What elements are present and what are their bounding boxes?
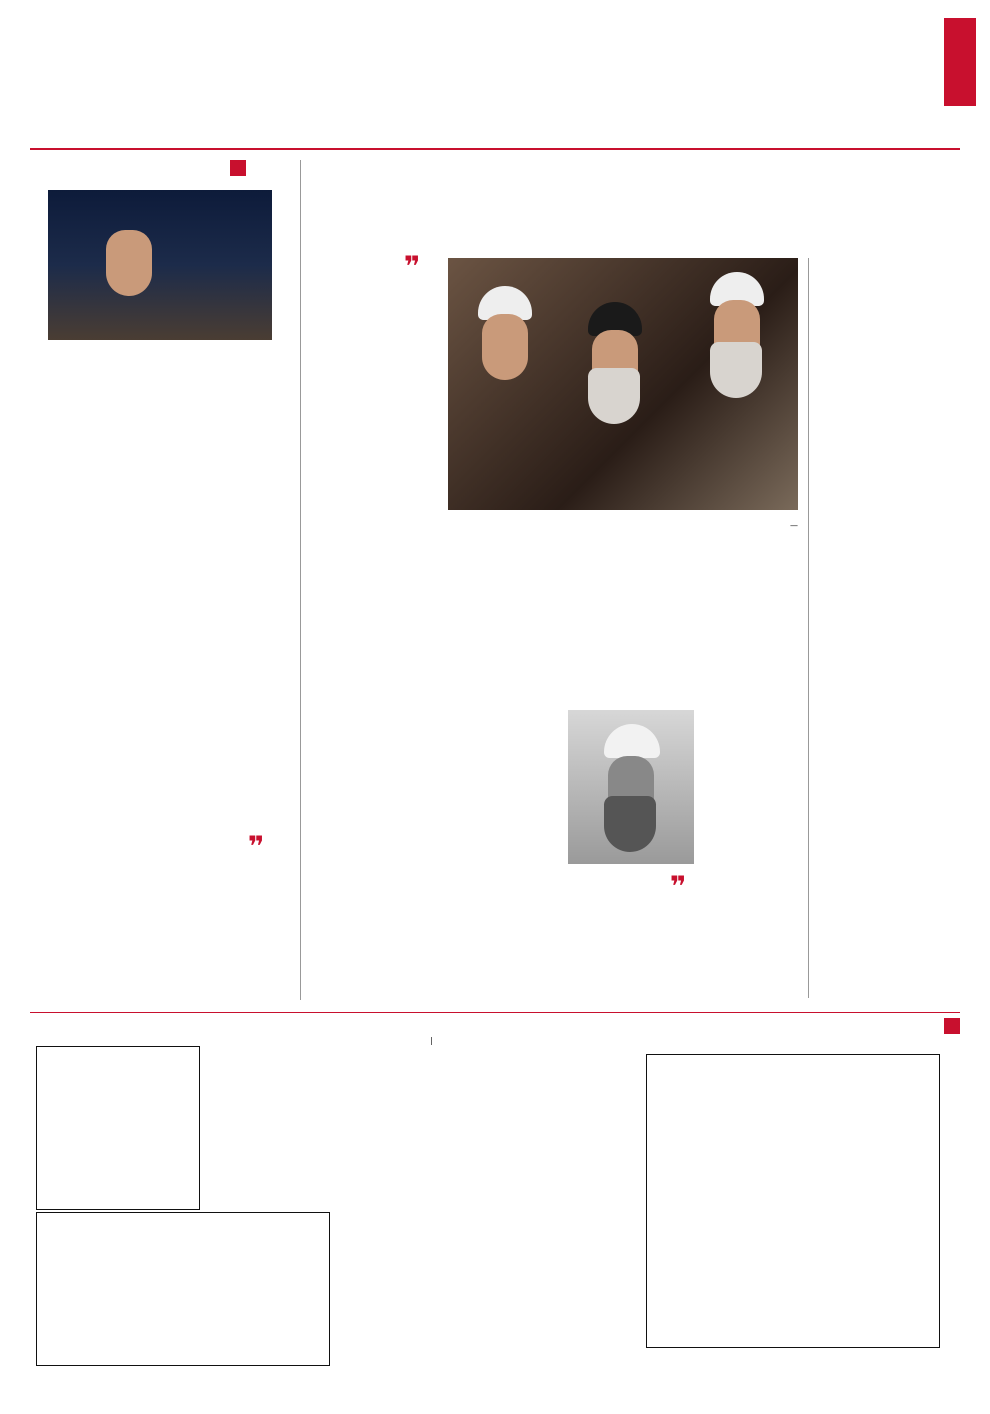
article-column-3 (452, 616, 556, 996)
down-clues (344, 1250, 628, 1354)
header-rule (30, 148, 960, 150)
person-face (482, 314, 528, 380)
person-beard (604, 796, 656, 852)
side-pull-quote (170, 868, 288, 994)
main-photo (448, 258, 798, 510)
newspaper-logo (944, 18, 976, 106)
sudoku-instructions (208, 1088, 328, 1148)
section-brand (410, 70, 530, 130)
person-face (106, 230, 152, 296)
person-beard (710, 342, 762, 398)
side-column-b (170, 546, 288, 826)
photo-caption: — (790, 521, 798, 530)
sudoku-grid[interactable] (36, 1046, 200, 1210)
puzzle-credit: | (430, 1036, 433, 1045)
elder-portrait (568, 710, 694, 864)
person-beard (588, 368, 640, 424)
section-rule (30, 1012, 960, 1013)
pull-quote (312, 282, 440, 372)
article-column-4 (312, 378, 440, 998)
crossword-grid[interactable] (646, 1054, 940, 1348)
article-column-1 (810, 258, 962, 998)
column-divider (808, 258, 809, 998)
quote-icon: ❞ (670, 870, 687, 903)
answer-grid (36, 1212, 330, 1366)
quote-icon: ❞ (248, 830, 265, 863)
article-column-2 (704, 616, 800, 996)
across-clues (344, 1118, 628, 1232)
side-photo (48, 190, 272, 340)
side-section-label (230, 160, 246, 176)
column-divider (300, 160, 301, 1000)
person-turban (604, 724, 660, 758)
side-lead (48, 476, 288, 540)
quote-icon: ❞ (404, 250, 421, 283)
puzzle-section-label (944, 1018, 960, 1034)
grid-row-numbers (938, 1054, 952, 1346)
side-column-a (48, 546, 158, 996)
